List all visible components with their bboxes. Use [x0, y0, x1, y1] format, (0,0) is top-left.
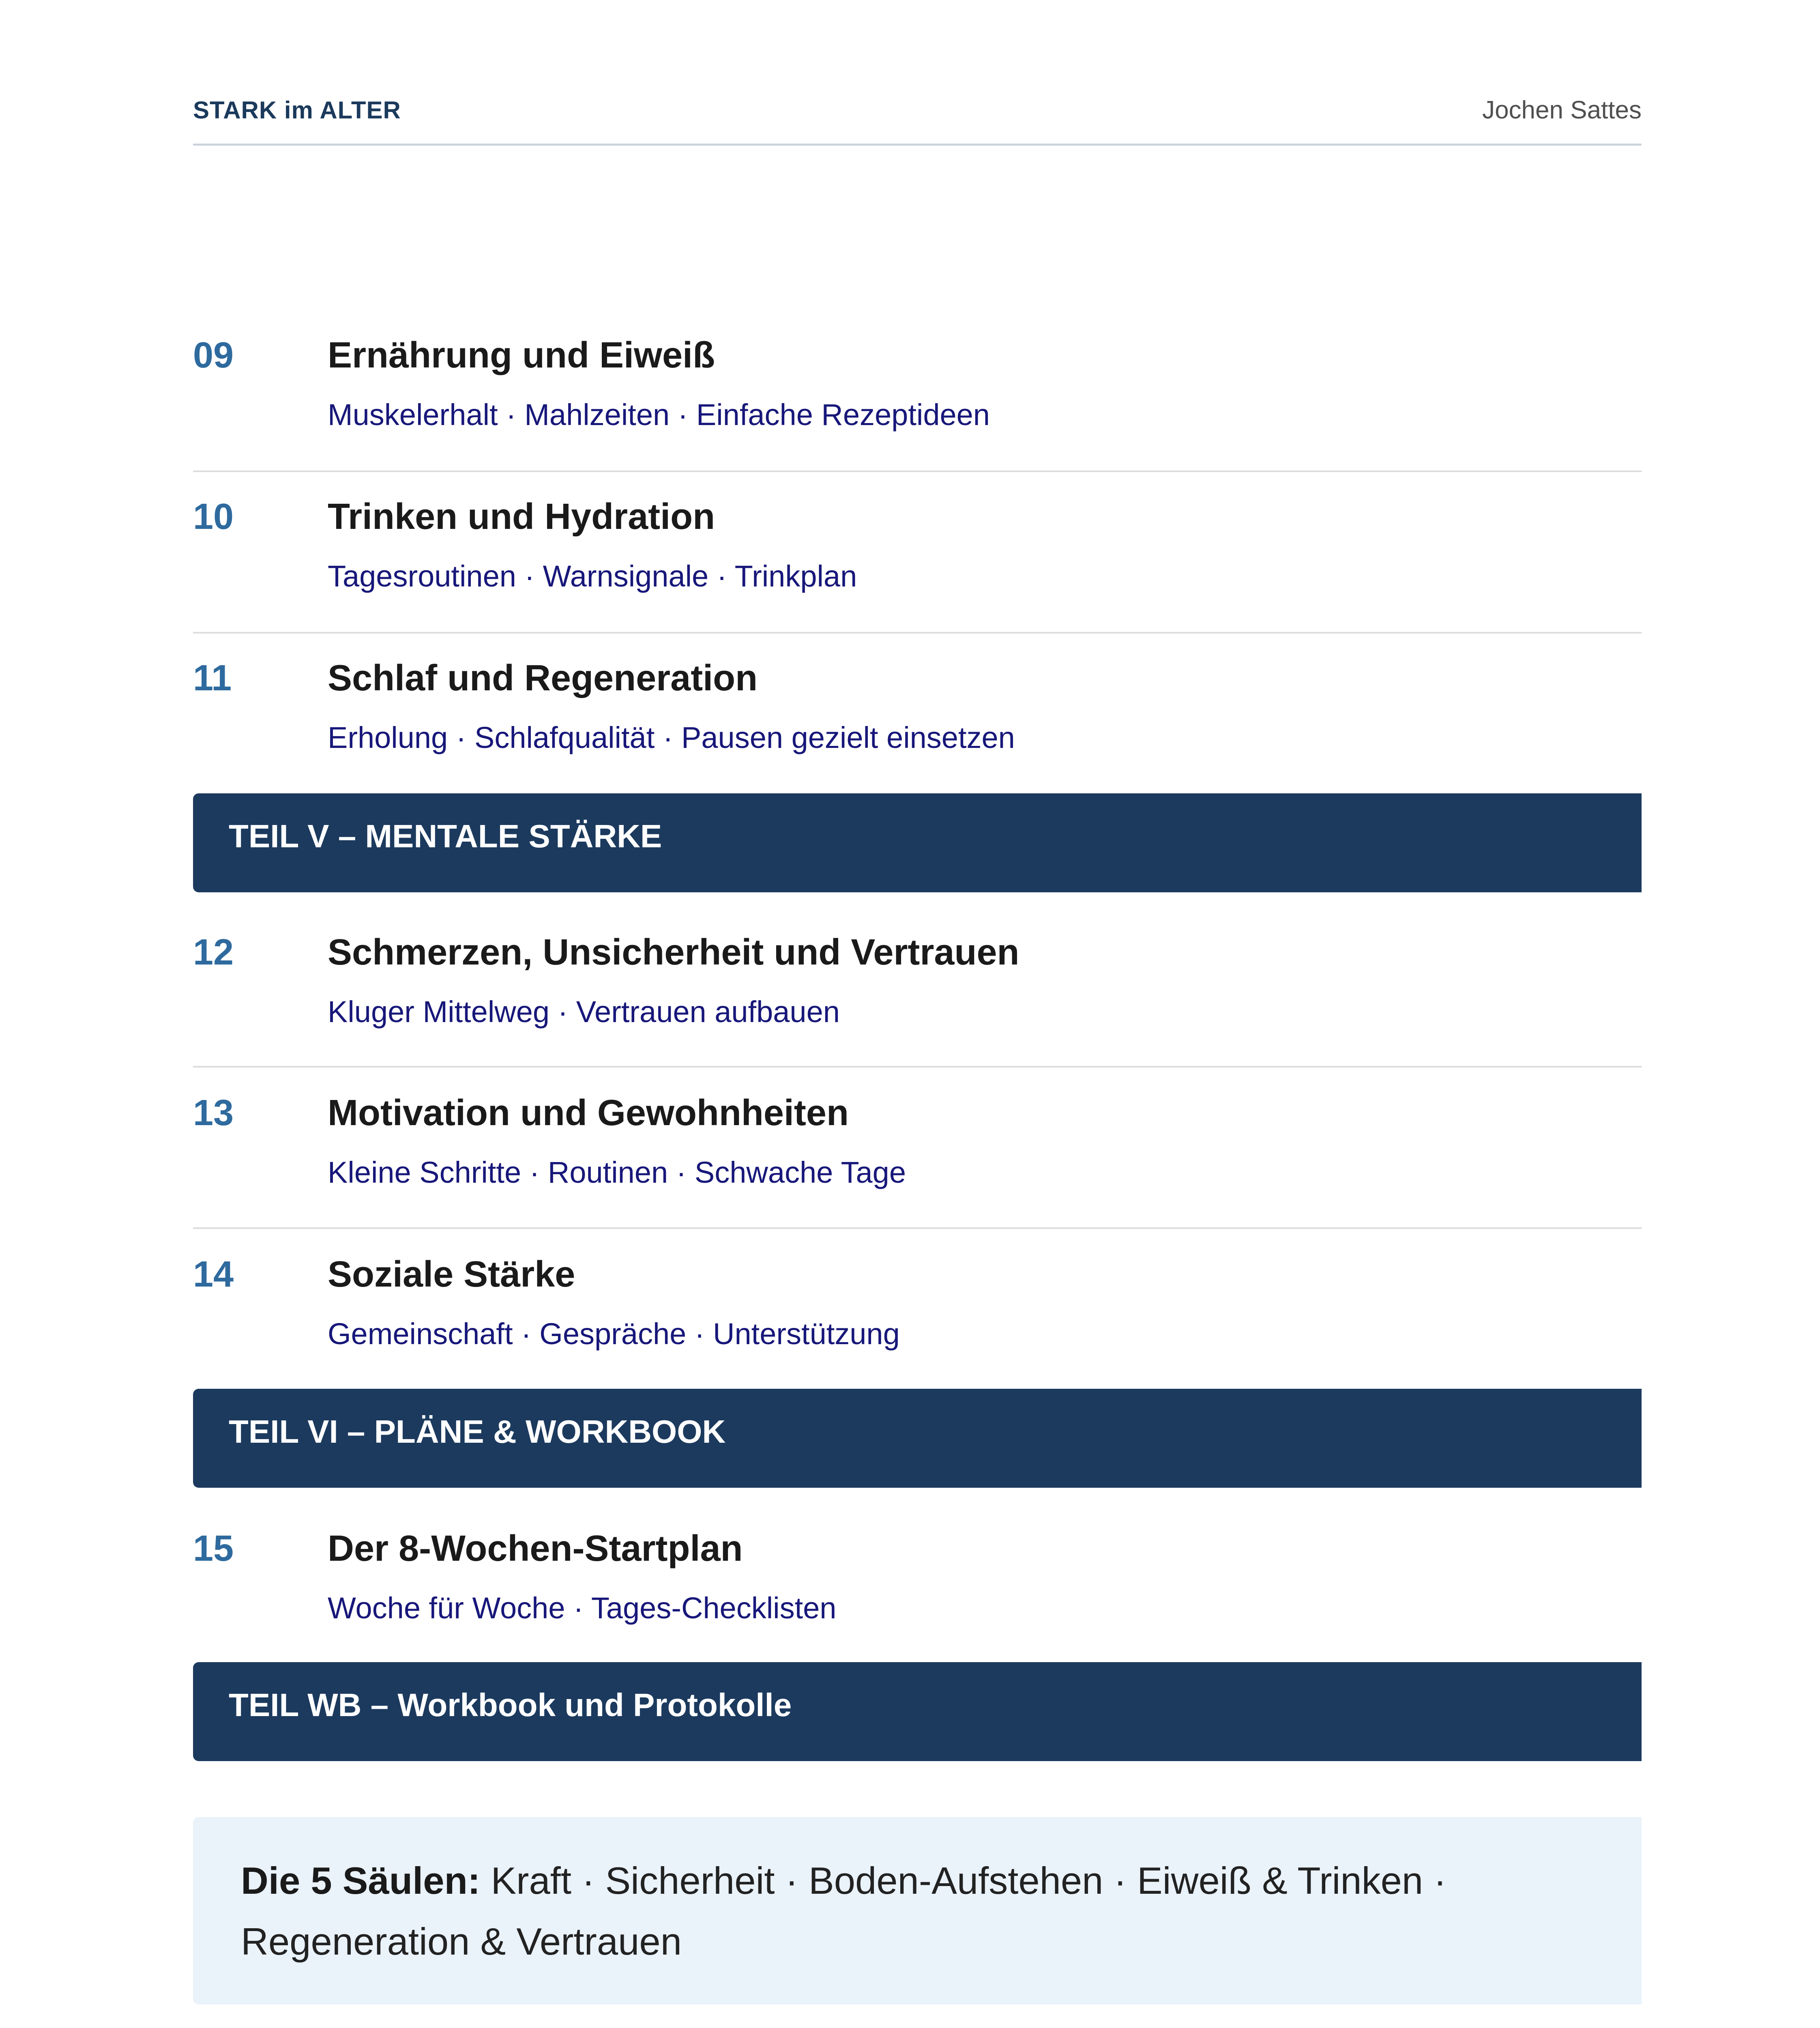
- chapter-number: 12: [193, 932, 234, 973]
- chapter-title: Schmerzen, Unsicherheit und Vertrauen: [328, 932, 1019, 973]
- chapter-topics: Kleine Schritte · Routinen · Schwache Tage: [328, 1156, 906, 1189]
- entry-divider: [193, 632, 1642, 634]
- part-heading: [193, 1389, 1642, 1488]
- chapter-title: Trinken und Hydration: [328, 496, 715, 537]
- chapter-title: Schlaf und Regeneration: [328, 658, 758, 698]
- pillars-text: [241, 1850, 1539, 1972]
- pillars-label: Die 5 Säulen:: [241, 1859, 481, 1902]
- chapter-topics: Kluger Mittelweg · Vertrauen aufbauen: [328, 995, 840, 1029]
- chapter-number: 10: [193, 496, 234, 537]
- chapter-number: 15: [193, 1528, 234, 1569]
- part-heading: [193, 1662, 1642, 1761]
- chapter-number: 14: [193, 1254, 234, 1295]
- chapter-title: Motivation und Gewohnheiten: [328, 1093, 849, 1133]
- part-heading-label: TEIL V – MENTALE STÄRKE: [229, 818, 662, 854]
- pillars-callout: [193, 1817, 1642, 2004]
- entry-divider: [193, 1227, 1642, 1229]
- entry-divider: [193, 1066, 1642, 1068]
- chapter-topics: Erholung · Schlafqualität · Pausen gezielt einsetzen: [328, 721, 1015, 754]
- chapter-title: Der 8-Wochen-Startplan: [328, 1528, 743, 1569]
- chapter-number: 13: [193, 1093, 234, 1133]
- chapter-topics: Woche für Woche · Tages-Checklisten: [328, 1591, 837, 1625]
- header-divider: [193, 144, 1642, 146]
- chapter-title: Ernährung und Eiweiß: [328, 335, 715, 376]
- chapter-topics: Muskelerhalt · Mahlzeiten · Einfache Rezeptideen: [328, 398, 990, 432]
- chapter-number: 09: [193, 335, 234, 376]
- chapter-number: 11: [193, 658, 232, 698]
- chapter-topics: Tagesroutinen · Warnsignale · Trinkplan: [328, 559, 857, 593]
- chapter-topics: Gemeinschaft · Gespräche · Unterstützung: [328, 1317, 900, 1351]
- pillars-list: Kraft · Sicherheit · Boden-Aufstehen · Eiweiß & Trinken · Regeneration & Vertrauen: [241, 1859, 1447, 1963]
- entry-divider: [193, 470, 1642, 472]
- part-heading-label: TEIL WB – Workbook und Protokolle: [229, 1687, 792, 1723]
- author-name: Jochen Sattes: [1482, 96, 1642, 124]
- chapter-title: Soziale Stärke: [328, 1254, 575, 1295]
- book-title: STARK im ALTER: [193, 97, 401, 124]
- part-heading: [193, 793, 1642, 892]
- part-heading-label: TEIL VI – PLÄNE & WORKBOOK: [229, 1414, 726, 1450]
- page-header: [193, 96, 1642, 125]
